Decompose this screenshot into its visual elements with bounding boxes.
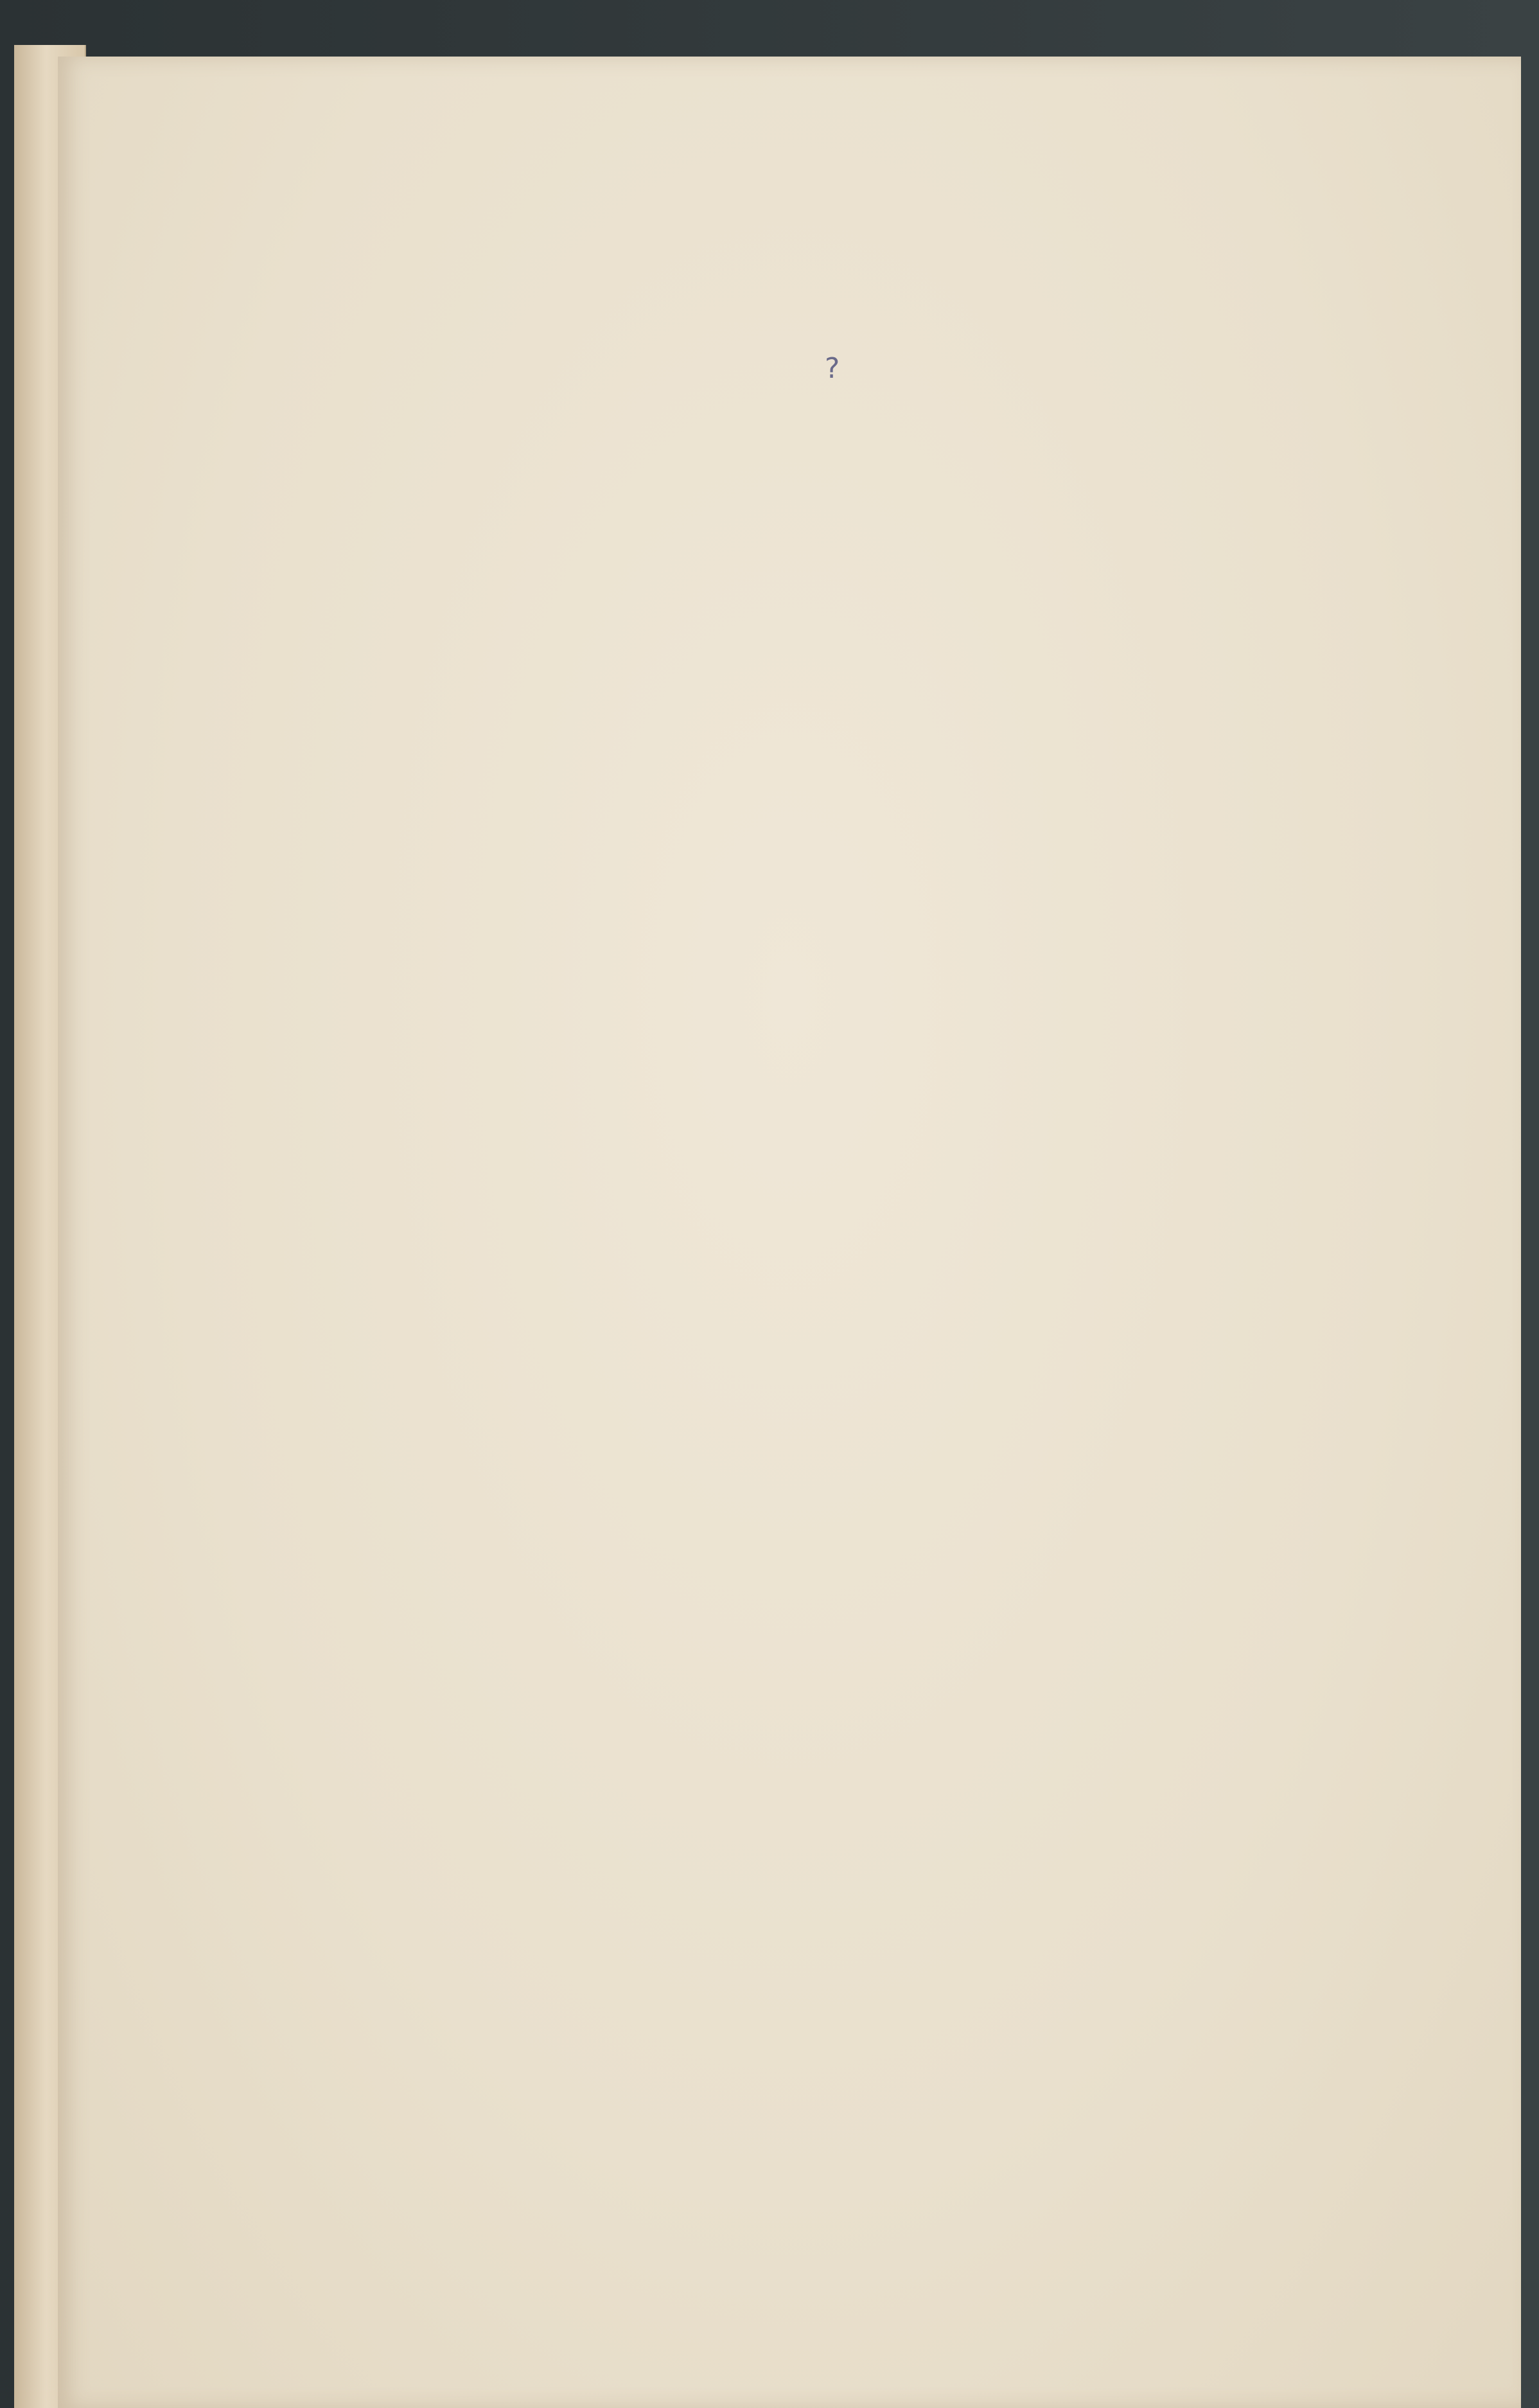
handwritten-question-mark: ?	[825, 352, 840, 385]
document-page	[58, 57, 1521, 2408]
